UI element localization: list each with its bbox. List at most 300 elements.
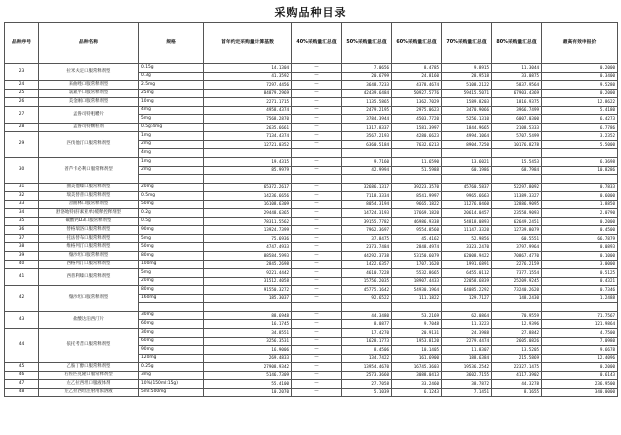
p80-cell: 11.3044 bbox=[492, 64, 542, 73]
p60-cell: 46986.9338 bbox=[392, 217, 442, 226]
p80-cell: 15.5453 bbox=[492, 158, 542, 167]
spec-cell: 120mg bbox=[139, 354, 204, 363]
p40-cell bbox=[292, 149, 342, 158]
p60-cell bbox=[392, 149, 442, 158]
base-volume-cell: 14236.6656 bbox=[204, 192, 292, 201]
p80-cell: 70.9559 bbox=[492, 311, 542, 320]
table-row bbox=[5, 388, 618, 397]
base-volume-cell: 269.4833 bbox=[204, 354, 292, 363]
base-volume-cell: 13924.7399 bbox=[204, 226, 292, 235]
base-volume-cell bbox=[204, 175, 292, 184]
item-name-cell: 右佐匹克隆口服常释剂型 bbox=[39, 371, 139, 380]
base-volume-cell: 34.8551 bbox=[204, 328, 292, 337]
item-number-cell: 26 bbox=[5, 98, 39, 107]
item-number-cell: 47 bbox=[5, 380, 39, 389]
p60-cell: 1953.8120 bbox=[392, 337, 442, 346]
max-price-cell: 5.5000 bbox=[542, 140, 618, 149]
p80-cell: 44.3278 bbox=[492, 380, 542, 389]
p50-cell: 2479.2195 bbox=[342, 106, 392, 115]
p60-cell: 53.2169 bbox=[392, 311, 442, 320]
p80-cell: 11389.3327 bbox=[492, 192, 542, 201]
p60-cell: 8541.9997 bbox=[392, 192, 442, 201]
p50-cell bbox=[342, 149, 392, 158]
p40-cell: — bbox=[292, 294, 342, 303]
spec-cell bbox=[139, 175, 204, 184]
base-volume-cell: 41.3592 bbox=[204, 72, 292, 81]
p70-cell: 2279.4474 bbox=[442, 337, 492, 346]
p80-cell: 10176.8278 bbox=[492, 140, 542, 149]
item-number-cell: 39 bbox=[5, 252, 39, 261]
p80-cell: 12.9396 bbox=[492, 320, 542, 329]
p50-cell: 13954.4670 bbox=[342, 363, 392, 372]
p50-cell: 27.7058 bbox=[342, 380, 392, 389]
max-price-cell: 9.6678 bbox=[542, 346, 618, 355]
item-number-cell: 25 bbox=[5, 89, 39, 98]
item-number-cell: 38 bbox=[5, 243, 39, 252]
p40-cell: — bbox=[292, 106, 342, 115]
p70-cell: 11276.0460 bbox=[442, 200, 492, 209]
max-price-cell: 0.7346 bbox=[542, 286, 618, 295]
p50-cell: 3567.2193 bbox=[342, 132, 392, 141]
p70-cell: 5256.1310 bbox=[442, 115, 492, 124]
p60-cell: 24.8160 bbox=[392, 72, 442, 81]
table-row bbox=[5, 269, 618, 278]
p40-cell: — bbox=[292, 260, 342, 269]
base-volume-cell: 75.6936 bbox=[204, 234, 292, 243]
header-cell: 首年约定采购量计算基数 bbox=[204, 23, 292, 64]
p40-cell: — bbox=[292, 166, 342, 175]
p40-cell: — bbox=[292, 234, 342, 243]
p80-cell: 68.7984 bbox=[492, 166, 542, 175]
spec-cell: 30mg bbox=[139, 328, 204, 337]
p50-cell: 1628.1773 bbox=[342, 337, 392, 346]
p80-cell: 4117.3902 bbox=[492, 371, 542, 380]
p80-cell: 6007.0300 bbox=[492, 115, 542, 124]
spec-cell: 10%(150ml:15g) bbox=[139, 380, 204, 389]
p50-cell: 3784.3944 bbox=[342, 115, 392, 124]
p50-cell: 3648.7233 bbox=[342, 81, 392, 90]
p60-cell: 11.6590 bbox=[392, 158, 442, 167]
p50-cell: 7.0656 bbox=[342, 64, 392, 73]
item-number-cell: 42 bbox=[5, 286, 39, 312]
p40-cell: — bbox=[292, 98, 342, 107]
p60-cell: 45.4162 bbox=[392, 234, 442, 243]
base-volume-cell: 85.9979 bbox=[204, 166, 292, 175]
spec-cell: 60mg bbox=[139, 320, 204, 329]
p60-cell: 8.4785 bbox=[392, 64, 442, 73]
p50-cell: 8054.3194 bbox=[342, 200, 392, 209]
p40-cell bbox=[292, 303, 342, 312]
p40-cell: — bbox=[292, 192, 342, 201]
p40-cell: — bbox=[292, 388, 342, 397]
p70-cell: 8904.7250 bbox=[442, 140, 492, 149]
p50-cell: 37.8475 bbox=[342, 234, 392, 243]
table-row bbox=[5, 234, 618, 243]
max-price-cell: 0.6000 bbox=[542, 192, 618, 201]
table-row bbox=[5, 380, 618, 389]
header-cell: 规格 bbox=[139, 23, 204, 64]
max-price-cell: 0.7833 bbox=[542, 183, 618, 192]
p80-cell: 62649.2451 bbox=[492, 217, 542, 226]
max-price-cell: 10.8286 bbox=[542, 166, 618, 175]
item-number-cell: 45 bbox=[5, 363, 39, 372]
p70-cell: 129.7127 bbox=[442, 294, 492, 303]
item-number-cell: 48 bbox=[5, 388, 39, 397]
header-cell: 50%采购量汇总值 bbox=[342, 23, 392, 64]
item-number-cell: 31 bbox=[5, 183, 39, 192]
max-price-cell: 71.7567 bbox=[542, 311, 618, 320]
table-row bbox=[5, 106, 618, 115]
p40-cell: — bbox=[292, 380, 342, 389]
spec-cell: 5mg bbox=[139, 234, 204, 243]
table-row bbox=[5, 328, 618, 337]
max-price-cell: 5.4180 bbox=[542, 106, 618, 115]
item-number-cell: 29 bbox=[5, 132, 39, 158]
p50-cell: 7962.3697 bbox=[342, 226, 392, 235]
p50-cell: 9.7160 bbox=[342, 158, 392, 167]
p60-cell: 33.2460 bbox=[392, 380, 442, 389]
p60-cell: 2848.4974 bbox=[392, 243, 442, 252]
item-name-cell: 左乙拉西坦注射用浓溶液 bbox=[39, 388, 139, 397]
p80-cell: 2605.0826 bbox=[492, 337, 542, 346]
p70-cell: 28.9518 bbox=[442, 72, 492, 81]
p70-cell: 6455.0112 bbox=[442, 269, 492, 278]
p80-cell: 27.8842 bbox=[492, 328, 542, 337]
p40-cell: — bbox=[292, 311, 342, 320]
spec-cell: 0.2g bbox=[139, 209, 204, 218]
item-number-cell: 36 bbox=[5, 226, 39, 235]
p80-cell bbox=[492, 175, 542, 184]
p60-cell bbox=[392, 303, 442, 312]
spec-cell: 4mg bbox=[139, 106, 204, 115]
item-number-cell: 43 bbox=[5, 311, 39, 328]
spec-cell: 60mg bbox=[139, 337, 204, 346]
item-number-cell: 30 bbox=[5, 158, 39, 184]
p40-cell: — bbox=[292, 243, 342, 252]
spec-cell: 160mg bbox=[139, 294, 204, 303]
base-volume-cell: 29448.6365 bbox=[204, 209, 292, 218]
p40-cell: — bbox=[292, 81, 342, 90]
p50-cell: 8.0877 bbox=[342, 320, 392, 329]
base-volume-cell: 12721.0352 bbox=[204, 140, 292, 149]
max-price-cell: 0.0893 bbox=[542, 243, 618, 252]
p70-cell: 1844.9665 bbox=[442, 123, 492, 132]
header-cell: 最高有效申报价 bbox=[542, 23, 618, 64]
base-volume-cell: 31512.4058 bbox=[204, 277, 292, 286]
page-title: 采购品种目录 bbox=[274, 6, 347, 19]
p50-cell: 42439.6484 bbox=[342, 89, 392, 98]
max-price-cell: 0.1000 bbox=[542, 252, 618, 261]
table-row bbox=[5, 371, 618, 380]
item-name-cell: 维格列汀口服常释剂型 bbox=[39, 243, 139, 252]
p60-cell: 17669.1820 bbox=[392, 209, 442, 218]
p70-cell: 20614.0457 bbox=[442, 209, 492, 218]
p60-cell: 4378.4674 bbox=[392, 81, 442, 90]
base-volume-cell: 3256.3531 bbox=[204, 337, 292, 346]
item-name-cell: 普芦卡必利口服常释剂型 bbox=[39, 158, 139, 184]
p60-cell bbox=[392, 175, 442, 184]
spec-cell: 2mg bbox=[139, 166, 204, 175]
p50-cell bbox=[342, 303, 392, 312]
item-name-cell: 舍曲林口服常释剂型 bbox=[39, 200, 139, 209]
spec-cell: 10mg bbox=[139, 98, 204, 107]
max-price-cell: 0.5125 bbox=[542, 269, 618, 278]
spec-cell: 20mg bbox=[139, 183, 204, 192]
p60-cell: 18907.4433 bbox=[392, 277, 442, 286]
spec-cell: 5mg bbox=[139, 269, 204, 278]
p70-cell: 24.3988 bbox=[442, 328, 492, 337]
p60-cell: 50927.5776 bbox=[392, 89, 442, 98]
base-volume-cell: 7568.2870 bbox=[204, 115, 292, 124]
item-name-cell: 左乙拉西坦口服液体剂 bbox=[39, 380, 139, 389]
p80-cell bbox=[492, 149, 542, 158]
p70-cell: 62.0864 bbox=[442, 311, 492, 320]
p80-cell: 3966.7499 bbox=[492, 106, 542, 115]
base-volume-cell: 4747.4933 bbox=[204, 243, 292, 252]
p60-cell: 1581.3997 bbox=[392, 123, 442, 132]
item-number-cell: 32 bbox=[5, 192, 39, 201]
p40-cell: — bbox=[292, 346, 342, 355]
p80-cell: 12886.9095 bbox=[492, 200, 542, 209]
header-cell: 80%采购量汇总值 bbox=[492, 23, 542, 64]
p50-cell: 8.4506 bbox=[342, 346, 392, 355]
p50-cell: 1317.8337 bbox=[342, 123, 392, 132]
p80-cell: 5707.5499 bbox=[492, 132, 542, 141]
p40-cell: — bbox=[292, 269, 342, 278]
p60-cell: 53150.6079 bbox=[392, 252, 442, 261]
base-volume-cell: 16.1745 bbox=[204, 320, 292, 329]
table-row bbox=[5, 243, 618, 252]
p60-cell: 9665.1822 bbox=[392, 200, 442, 209]
base-volume-cell: 88.6948 bbox=[204, 311, 292, 320]
p60-cell: 4280.6623 bbox=[392, 132, 442, 141]
p40-cell: — bbox=[292, 132, 342, 141]
p60-cell: 1362.7029 bbox=[392, 98, 442, 107]
p70-cell: 4994.1064 bbox=[442, 132, 492, 141]
p50-cell: 44292.3738 bbox=[342, 252, 392, 261]
p50-cell: 32686.1317 bbox=[342, 183, 392, 192]
p40-cell: — bbox=[292, 183, 342, 192]
max-price-cell: 0.2000 bbox=[542, 64, 618, 73]
p60-cell: 4503.7720 bbox=[392, 115, 442, 124]
p50-cell: 134.7422 bbox=[342, 354, 392, 363]
max-price-cell: 340.0000 bbox=[542, 388, 618, 397]
p50-cell: 4610.7228 bbox=[342, 269, 392, 278]
spec-cell: 100mg bbox=[139, 260, 204, 269]
p60-cell: 39223.3570 bbox=[392, 183, 442, 192]
spec-cell: 0.5g bbox=[139, 217, 204, 226]
p40-cell: — bbox=[292, 363, 342, 372]
spec-cell: 2mg bbox=[139, 140, 204, 149]
max-price-cell: 6.4273 bbox=[542, 115, 618, 124]
p40-cell: — bbox=[292, 252, 342, 261]
p40-cell: — bbox=[292, 371, 342, 380]
p70-cell: 19536.2542 bbox=[442, 363, 492, 372]
p60-cell: 9554.8560 bbox=[392, 226, 442, 235]
p70-cell: 54818.0893 bbox=[442, 217, 492, 226]
item-name-cell: 依托考昔口服常释剂型 bbox=[39, 328, 139, 362]
base-volume-cell: 65372.2617 bbox=[204, 183, 292, 192]
p70-cell: 59415.5071 bbox=[442, 89, 492, 98]
item-name-cell: 拉米夫定口服常释剂型 bbox=[39, 64, 139, 81]
p40-cell: — bbox=[292, 286, 342, 295]
p60-cell: 10.1405 bbox=[392, 346, 442, 355]
max-price-cell: 0.6143 bbox=[542, 371, 618, 380]
p60-cell: 20.9131 bbox=[392, 328, 442, 337]
base-volume-cell: 4958.4374 bbox=[204, 106, 292, 115]
p70-cell bbox=[442, 175, 492, 184]
base-volume-cell: 16.9006 bbox=[204, 346, 292, 355]
item-name-cell: 西格列汀口服常释剂型 bbox=[39, 260, 139, 269]
p50-cell: 45775.1642 bbox=[342, 286, 392, 295]
p40-cell: — bbox=[292, 64, 342, 73]
max-price-cell: 6.7786 bbox=[542, 123, 618, 132]
p60-cell: 7632.6213 bbox=[392, 140, 442, 149]
p50-cell bbox=[342, 175, 392, 184]
table-row bbox=[5, 81, 618, 90]
p40-cell: — bbox=[292, 200, 342, 209]
max-price-cell: 0.2000 bbox=[542, 89, 618, 98]
spec-cell: 0.5g:4mg bbox=[139, 123, 204, 132]
p70-cell bbox=[442, 303, 492, 312]
max-price-cell: 1.8850 bbox=[542, 200, 618, 209]
p80-cell: 7377.1554 bbox=[492, 269, 542, 278]
item-number-cell: 27 bbox=[5, 106, 39, 123]
header-cell: 70%采购量汇总值 bbox=[442, 23, 492, 64]
item-number-cell: 40 bbox=[5, 260, 39, 269]
base-volume-cell: 7297.4456 bbox=[204, 81, 292, 90]
p80-cell: 22327.1475 bbox=[492, 363, 542, 372]
item-number-cell: 23 bbox=[5, 64, 39, 81]
table-row bbox=[5, 64, 618, 73]
header-cell: 品种序号 bbox=[5, 23, 39, 64]
max-price-cell: 6.3698 bbox=[542, 158, 618, 167]
p70-cell: 5108.2122 bbox=[442, 81, 492, 90]
p40-cell: — bbox=[292, 354, 342, 363]
p40-cell: — bbox=[292, 140, 342, 149]
base-volume-cell: 88584.5993 bbox=[204, 252, 292, 261]
spec-cell: 4mg bbox=[139, 149, 204, 158]
item-name-cell: 孟鲁司特咀嚼片 bbox=[39, 106, 139, 123]
item-number-cell: 41 bbox=[5, 269, 39, 286]
p40-cell: — bbox=[292, 337, 342, 346]
table-row bbox=[5, 89, 618, 98]
p70-cell: 3323.2470 bbox=[442, 243, 492, 252]
p80-cell: 23558.9093 bbox=[492, 209, 542, 218]
base-volume-cell: 9221.4442 bbox=[204, 269, 292, 278]
table-row bbox=[5, 226, 618, 235]
max-price-cell: 2.0790 bbox=[542, 209, 618, 218]
spec-cell: 0.5mg bbox=[139, 192, 204, 201]
table-row bbox=[5, 311, 618, 320]
max-price-cell: 0.2000 bbox=[542, 363, 618, 372]
p40-cell: — bbox=[292, 115, 342, 124]
p60-cell: 16745.3603 bbox=[392, 363, 442, 372]
p80-cell bbox=[492, 303, 542, 312]
p50-cell: 42.9994 bbox=[342, 166, 392, 175]
p50-cell: 6360.5184 bbox=[342, 140, 392, 149]
table-row bbox=[5, 183, 618, 192]
item-name-cell: 舒洛地特(肝素亚单)缓释控释剂型 bbox=[39, 209, 139, 218]
item-name-cell: 来曲唑口服常释剂型 bbox=[39, 81, 139, 90]
spec-cell: 30mg bbox=[139, 311, 204, 320]
table-row bbox=[5, 192, 618, 201]
base-volume-cell bbox=[204, 303, 292, 312]
p70-cell: 188.6384 bbox=[442, 354, 492, 363]
p80-cell: 2276.2159 bbox=[492, 260, 542, 269]
spec-cell: 0.25g bbox=[139, 363, 204, 372]
p80-cell: 25209.9245 bbox=[492, 277, 542, 286]
table-row bbox=[5, 123, 618, 132]
p70-cell: 1991.6891 bbox=[442, 260, 492, 269]
item-name-cell: 缬沙坦口服常释剂型 bbox=[39, 286, 139, 312]
table-row bbox=[5, 363, 618, 372]
p60-cell: 111.1822 bbox=[392, 294, 442, 303]
p80-cell: 3797.9964 bbox=[492, 243, 542, 252]
header-cell: 40%采购量汇总值 bbox=[292, 23, 342, 64]
header-cell: 品种名称 bbox=[39, 23, 139, 64]
p80-cell: 52297.8092 bbox=[492, 183, 542, 192]
item-number-cell: 24 bbox=[5, 81, 39, 90]
p50-cell: 5.1039 bbox=[342, 388, 392, 397]
p50-cell: 1422.6357 bbox=[342, 260, 392, 269]
p70-cell: 11.3223 bbox=[442, 320, 492, 329]
p70-cell: 3470.9066 bbox=[442, 106, 492, 115]
spec-cell: 2.5mg bbox=[139, 81, 204, 90]
p80-cell: 33.0875 bbox=[492, 72, 542, 81]
p40-cell: — bbox=[292, 89, 342, 98]
p60-cell: 5532.8665 bbox=[392, 269, 442, 278]
spec-cell: 0.15g bbox=[139, 64, 204, 73]
spec-cell: 5ml:500mg bbox=[139, 388, 204, 397]
table-row bbox=[5, 260, 618, 269]
p70-cell: 3602.7155 bbox=[442, 371, 492, 380]
p80-cell: 8.1655 bbox=[492, 388, 542, 397]
max-price-cell: 0.3400 bbox=[542, 72, 618, 81]
spec-cell: 1mg bbox=[139, 158, 204, 167]
header-row bbox=[5, 23, 618, 64]
p40-cell: — bbox=[292, 72, 342, 81]
base-volume-cell: 19.4315 bbox=[204, 158, 292, 167]
max-price-cell: 0.4321 bbox=[542, 277, 618, 286]
p70-cell: 7.1451 bbox=[442, 388, 492, 397]
max-price-cell: 12.8622 bbox=[542, 98, 618, 107]
base-volume-cell: 7134.4374 bbox=[204, 132, 292, 141]
max-price-cell: 4.7500 bbox=[542, 328, 618, 337]
p70-cell: 9.8915 bbox=[442, 64, 492, 73]
p40-cell: — bbox=[292, 320, 342, 329]
max-price-cell: 7.0980 bbox=[542, 337, 618, 346]
item-name-cell: 氯氮平口服常释剂型 bbox=[39, 89, 139, 98]
spec-cell: 90mg bbox=[139, 346, 204, 355]
p80-cell: 67903.4369 bbox=[492, 89, 542, 98]
base-volume-cell: 5146.7309 bbox=[204, 371, 292, 380]
p70-cell: 62008.9422 bbox=[442, 252, 492, 261]
base-volume-cell: 10.2070 bbox=[204, 388, 292, 397]
table-row bbox=[5, 158, 618, 167]
base-volume-cell: 91550.3272 bbox=[204, 286, 292, 295]
p50-cell: 15756.2035 bbox=[342, 277, 392, 286]
p50-cell: 7118.3334 bbox=[342, 192, 392, 201]
spec-cell: 80mg bbox=[139, 286, 204, 295]
item-number-cell: 34 bbox=[5, 209, 39, 218]
p70-cell: 1589.8203 bbox=[442, 98, 492, 107]
p50-cell: 1135.5865 bbox=[342, 98, 392, 107]
p40-cell bbox=[292, 175, 342, 184]
spec-cell: 3mg bbox=[139, 371, 204, 380]
p40-cell: — bbox=[292, 217, 342, 226]
base-volume-cell: 2635.6661 bbox=[204, 123, 292, 132]
